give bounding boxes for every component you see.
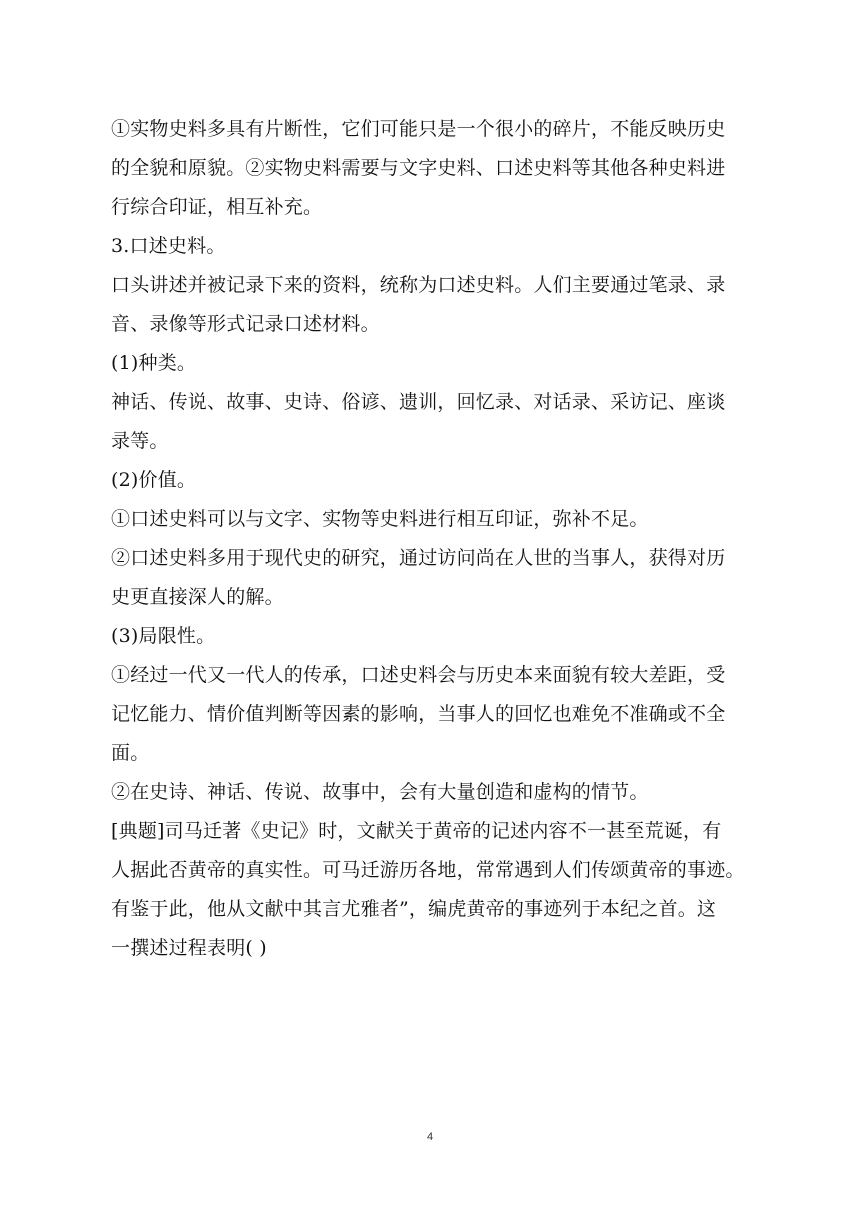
text-line: 行综合印证，相互补充。	[111, 196, 323, 218]
text-line: 神话、传说、故事、史诗、俗谚、遗训，回忆录、对话录、采访记、座谈	[111, 391, 726, 413]
text-line: 记忆能力、情价值判断等因素的影响，当事人的回忆也难免不准确或不全	[111, 703, 726, 725]
text-line: 的全貌和原貌。②实物史料需要与文字史料、口述史料等其他各种史料进	[111, 157, 726, 179]
question-line: 一撰述过程表明( )	[111, 937, 267, 959]
question-line: 有鉴于此，他从文献中其言尤雅者”，编虎黄帝的事迹列于本纪之首。这	[111, 898, 717, 920]
subsection-heading: (1)种类。	[111, 352, 197, 374]
text-line: ①口述史料可以与文字、实物等史料进行相互印证，弥补不足。	[111, 508, 649, 530]
page-number: 4	[426, 1131, 434, 1143]
text-line: ①实物史料多具有片断性，它们可能只是一个很小的碎片，不能反映历史	[111, 118, 726, 140]
text-body	[111, 110, 751, 968]
text-line: 史更直接深人的解。	[111, 586, 284, 608]
subsection-heading: (3)局限性。	[111, 625, 216, 647]
text-line: 录等。	[111, 430, 169, 452]
section-heading: 3.口述史料。	[111, 235, 226, 257]
text-line: 面。	[111, 742, 150, 764]
question-line: 人据此否黄帝的真实性。可马迁游历各地，常常遇到人们传颂黄帝的事迹。	[111, 859, 745, 881]
subsection-heading: (2)价值。	[111, 469, 197, 491]
text-line: ②口述史料多用于现代史的研究，通过访问尚在人世的当事人，获得对历	[111, 547, 726, 569]
text-line: 口头讲述并被记录下来的资料，统称为口述史料。人们主要通过笔录、录	[111, 274, 726, 296]
text-line: ①经过一代又一代人的传承，口述史料会与历史本来面貌有较大差距，受	[111, 664, 726, 686]
text-line: ②在史诗、神话、传说、故事中，会有大量创造和虚构的情节。	[111, 781, 649, 803]
question-line: [典题]司马迁著《史记》时，文献关于黄帝的记述内容不一甚至荒诞，有	[111, 820, 722, 842]
text-line: 音、录像等形式记录口述材料。	[111, 313, 380, 335]
